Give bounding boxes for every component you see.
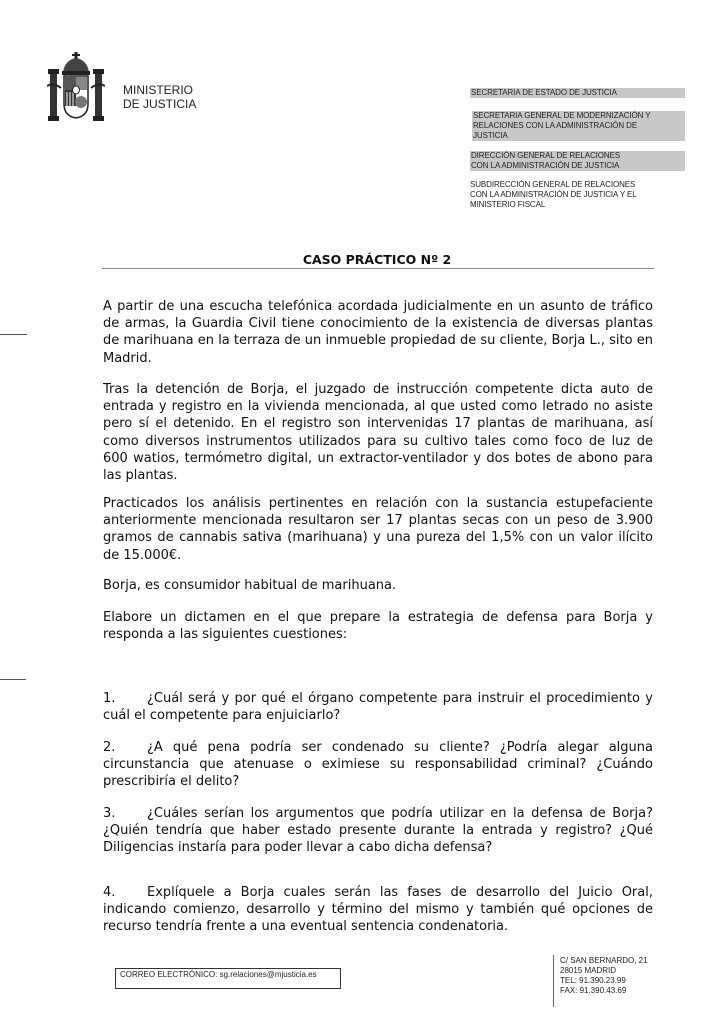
org-line: CON LA ADMINISTRACIÓN DE JUSTICIA [471, 161, 620, 170]
question-number: 2. [103, 740, 116, 755]
org-line: DIRECCIÓN GENERAL DE RELACIONES [471, 151, 621, 160]
question-item [103, 884, 653, 936]
question-item [103, 739, 653, 791]
question-text: ¿Cuáles serían los argumentos que podría utilizar en la defensa de Borja? ¿Quién tendría que haber estado presente durante la entrada y registro? ¿Qué Diligencias instaría para poder llevar a cabo dicha defensa? [103, 806, 653, 856]
address-line: 28015 MADRID [560, 966, 617, 975]
org-line: SECRETARIA DE ESTADO DE JUSTICIA [471, 88, 617, 97]
org-line: CON LA ADMINISTRACIÓN DE JUSTICIA Y EL [470, 190, 637, 199]
document-title: CASO PRÁCTICO Nº 2 [302, 252, 452, 267]
org-secretaria-general [472, 111, 685, 141]
address-divider [553, 955, 554, 1007]
ministry-name [123, 83, 196, 111]
email-box: CORREO ELECTRÓNICO: sg.relaciones@mjusticia.es [115, 968, 341, 989]
margin-mark [0, 334, 27, 335]
question-number: 4. [103, 885, 116, 900]
org-line: RELACIONES CON LA ADMINISTRACIÓN DE [473, 121, 638, 130]
org-line: JUSTICIA [473, 131, 508, 140]
org-secretaria-estado [470, 88, 685, 98]
paragraph: Borja, es consumidor habitual de marihuana. [103, 578, 397, 593]
address-line: C/ SAN BERNARDO, 21 [560, 956, 648, 965]
org-line: SUBDIRECCIÓN GENERAL DE RELACIONES [470, 180, 636, 189]
org-direccion-general [470, 151, 685, 171]
ministry-line-2: DE JUSTICIA [123, 97, 197, 111]
margin-mark [0, 679, 26, 680]
question-item [103, 805, 653, 857]
ministry-line-1: MINISTERIO [123, 83, 194, 97]
question-number: 3. [103, 806, 116, 821]
question-text: Explíquele a Borja cuales serán las fases de desarrollo del Juicio Oral, indicando comienzo, desarrollo y término del mismo y también qué opciones de recurso tendría frente a una eventual sentencia condenatoria. [103, 885, 653, 935]
question-number: 1. [103, 691, 116, 706]
org-line: SECRETARIA GENERAL DE MODERNIZACIÓN Y [473, 111, 651, 120]
question-item [103, 690, 653, 724]
title-underline [102, 268, 654, 269]
coat-of-arms-logo [47, 52, 105, 124]
paragraph: Tras la detención de Borja, el juzgado de instrucción competente dicta auto de entrada y registro en la vivienda mencionada, al que usted como letrado no asiste pero sí el detenido. En el registro son intervenidas 17 plantas de marihuana, así como diversos instrumentos utilizados para su cultivo tales como foco de luz de 600 watios, termómetro digital, un extractor-ventilador y dos botes de abono para las plantas. [103, 382, 653, 484]
org-line: MINISTERIO FISCAL [470, 200, 546, 209]
address-phone: TEL: 91.390.23.99 [560, 976, 626, 985]
address-block [560, 956, 648, 996]
paragraph: A partir de una escucha telefónica acordada judicialmente en un asunto de tráfico de armas, la Guardia Civil tiene conocimiento de la existencia de diversas plantas de marihuana en la terraza de un inmueble propiedad de su cliente, Borja L., sito en Madrid. [103, 299, 653, 366]
question-text: ¿A qué pena podría ser condenado su cliente? ¿Podría alegar alguna circunstancia que atenuase o eximiese su responsabilidad criminal? ¿Cuándo prescribiría el delito? [103, 740, 653, 790]
org-subdireccion-general [470, 180, 684, 210]
address-fax: FAX: 91.390.43.69 [560, 986, 627, 995]
paragraph: Practicados los análisis pertinentes en relación con la sustancia estupefaciente anteriormente mencionada resultaron ser 17 plantas secas con un peso de 3.900 gramos de cannabis sativa (marihuana) y una pureza del 1,5% con un valor ilícito de 15.000€. [103, 496, 653, 563]
paragraph: Elabore un dictamen en el que prepare la estrategia de defensa para Borja y responda a las siguientes cuestiones: [103, 610, 653, 643]
question-text: ¿Cuál será y por qué el órgano competente para instruir el procedimiento y cuál el competente para enjuiciarlo? [103, 691, 653, 724]
